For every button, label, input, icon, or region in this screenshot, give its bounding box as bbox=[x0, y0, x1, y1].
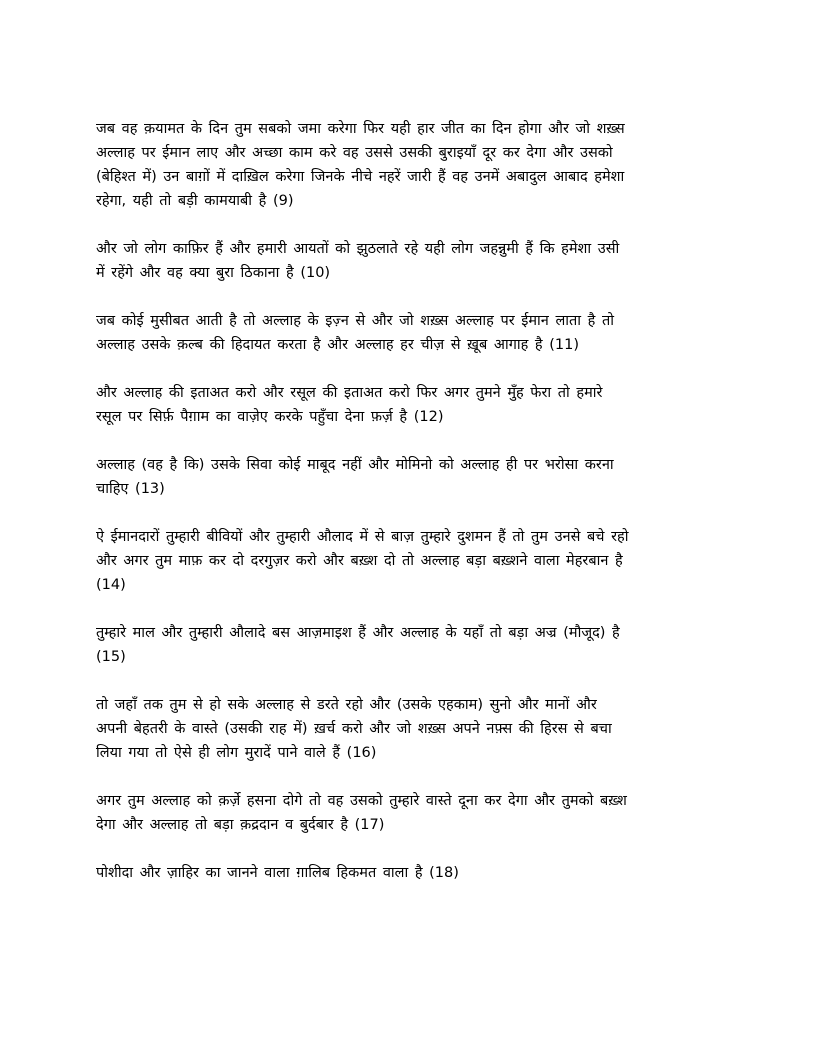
text-line: रहेगा, यही तो बड़ी कामयाबी है (9) bbox=[96, 193, 294, 209]
verse-12 bbox=[96, 381, 720, 429]
verse-14 bbox=[96, 525, 720, 597]
text-line: और अल्लाह की इताअत करो और रसूल की इताअत करो फिर अगर तुमने मुँह फेरा तो हमारे bbox=[96, 385, 603, 401]
text-line: रसूल पर सिर्फ़ पैग़ाम का वाज़ेए करके पहुँचा देना फ़र्ज़ है (12) bbox=[96, 409, 444, 425]
text-line: (15) bbox=[96, 649, 126, 665]
verse-9 bbox=[96, 117, 720, 213]
verse-18 bbox=[96, 861, 720, 885]
text-line: और जो लोग काफ़िर हैं और हमारी आयतों को झुठलाते रहे यही लोग जहन्नुमी हैं कि हमेशा उसी bbox=[96, 241, 620, 257]
text-line: अपनी बेहतरी के वास्ते (उसकी राह में) ख़र्च करो और जो शख़्स अपने नफ़्स की हिरस से बचा bbox=[96, 721, 612, 737]
verse-17 bbox=[96, 789, 720, 837]
verse-16 bbox=[96, 693, 720, 765]
text-line: में रहेंगे और वह क्या बुरा ठिकाना है (10) bbox=[96, 265, 331, 281]
text-line: अगर तुम अल्लाह को क़र्ज़े हसना दोगे तो वह उसको तुम्हारे वास्ते दूना कर देगा और तुमको बख़्श bbox=[96, 793, 627, 809]
text-line: जब कोई मुसीबत आती है तो अल्लाह के इज़्न से और जो शख़्स अल्लाह पर ईमान लाता है तो bbox=[96, 313, 614, 329]
text-line: जब वह क़यामत के दिन तुम सबको जमा करेगा फिर यही हार जीत का दिन होगा और जो शख़्स bbox=[96, 121, 625, 137]
text-line: (14) bbox=[96, 577, 126, 593]
text-line: अल्लाह पर ईमान लाए और अच्छा काम करे वह उससे उसकी बुराइयाँ दूर कर देगा और उसको bbox=[96, 145, 613, 161]
text-line: (बेहिश्त में) उन बाग़ों में दाख़िल करेगा जिनके नीचे नहरें जारी हैं वह उनमें अबादुल आबाद हमेशा bbox=[96, 169, 625, 185]
verse-15 bbox=[96, 621, 720, 669]
text-line: और अगर तुम माफ़ कर दो दरगुज़र करो और बख़्श दो तो अल्लाह बड़ा बख़्शने वाला मेहरबान है bbox=[96, 553, 623, 569]
verse-11 bbox=[96, 309, 720, 357]
text-line: अल्लाह (वह है कि) उसके सिवा कोई माबूद नहीं और मोमिनो को अल्लाह ही पर भरोसा करना bbox=[96, 457, 614, 473]
text-line: लिया गया तो ऐसे ही लोग मुरादें पाने वाले हैं (16) bbox=[96, 745, 377, 761]
document-body bbox=[96, 117, 720, 909]
text-line: ऐ ईमानदारों तुम्हारी बीवियों और तुम्हारी औलाद में से बाज़ तुम्हारे दुशमन हैं तो तुम उनसे बचे रहो bbox=[96, 529, 629, 545]
verse-13 bbox=[96, 453, 720, 501]
text-line: देगा और अल्लाह तो बड़ा क़द्रदान व बुर्दबार है (17) bbox=[96, 817, 385, 833]
verse-10 bbox=[96, 237, 720, 285]
text-line: पोशीदा और ज़ाहिर का जानने वाला ग़ालिब हिकमत वाला है (18) bbox=[96, 865, 459, 881]
text-line: अल्लाह उसके क़ल्ब की हिदायत करता है और अल्लाह हर चीज़ से ख़ूब आगाह है (11) bbox=[96, 337, 580, 353]
text-line: चाहिए (13) bbox=[96, 481, 165, 497]
text-line: तो जहाँ तक तुम से हो सके अल्लाह से डरते रहो और (उसके एहकाम) सुनो और मानों और bbox=[96, 697, 597, 713]
text-line: तुम्हारे माल और तुम्हारी औलादे बस आज़माइश हैं और अल्लाह के यहाँ तो बड़ा अज्र (मौजूद) है bbox=[96, 625, 620, 641]
